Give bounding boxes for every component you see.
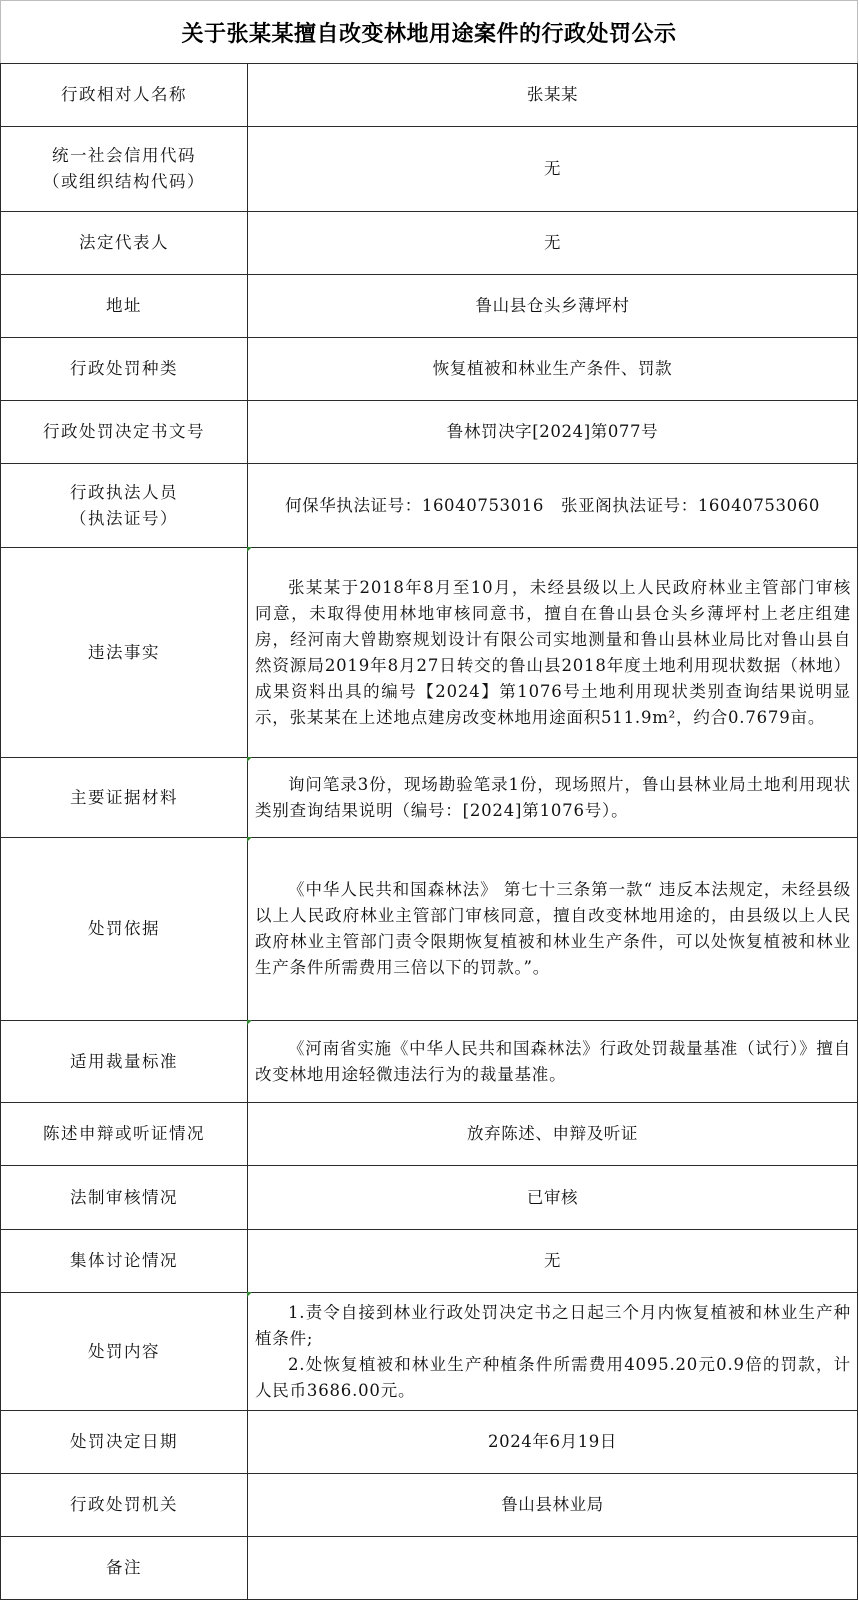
value-text: 放弃陈述、申辩及听证 [467,1124,638,1143]
document-title: 关于张某某擅自改变林地用途案件的行政处罚公示 [181,22,677,47]
row-value [248,1166,858,1230]
table-row [1,275,858,338]
label-text: （执法证号） [70,508,178,528]
label-text: 集体讨论情况 [70,1251,178,1270]
row-label [1,1537,248,1600]
value-line: 1.责令自接到林业行政处罚决定书之日起三个月内恢复植被和林业生产种植条件; [255,1302,851,1348]
table-row [1,1230,858,1293]
table-row [1,1166,858,1230]
row-value [248,1230,858,1293]
table-row [1,838,858,1021]
row-value [248,548,858,758]
table-row [1,464,858,548]
table-row [1,1474,858,1537]
row-label [1,1293,248,1411]
row-label [1,127,248,212]
row-value [248,1537,858,1600]
row-value [248,127,858,212]
title-bar [0,0,858,64]
value-text: 张某某 [526,85,579,104]
table-row [1,212,858,275]
row-value [248,64,858,127]
label-text: 违法事实 [88,642,160,662]
comment-marker [247,547,252,552]
value-text: 询问笔录3份，现场勘验笔录1份，现场照片，鲁山县林业局土地利用现状类别查询结果说明（编号：[2024]第1076号）。 [255,774,851,820]
comment-marker [247,837,252,842]
table-row [1,338,858,401]
row-label [1,64,248,127]
value-text: 已审核 [526,1187,579,1207]
label-text: 处罚决定日期 [70,1432,178,1451]
row-label [1,338,248,401]
row-label [1,212,248,275]
row-label [1,758,248,838]
label-text: 地址 [106,296,142,315]
value-text: 恢复植被和林业生产条件、罚款 [432,359,673,378]
label-text: 行政处罚种类 [70,359,178,378]
row-label [1,464,248,548]
value-text: 无 [543,233,562,252]
row-label [1,275,248,338]
table-row [1,1537,858,1600]
label-text: 统一社会信用代码 [52,146,196,165]
label-text: （或组织结构代码） [43,172,205,191]
table-row [1,401,858,464]
row-label [1,1021,248,1103]
row-value [248,1021,858,1103]
label-text: 处罚内容 [88,1341,160,1361]
row-value [248,212,858,275]
label-text: 行政执法人员 [70,482,178,502]
value-text: 2024年6月19日 [488,1432,617,1451]
row-label [1,401,248,464]
row-value [248,275,858,338]
row-value [248,758,858,838]
value-text: 鲁林罚决字[2024]第077号 [446,422,659,441]
row-value [248,1103,858,1166]
label-text: 处罚依据 [88,919,160,938]
table-row [1,127,858,212]
row-value [248,464,858,548]
label-text: 主要证据材料 [70,787,178,807]
table-row [1,1103,858,1166]
row-value [248,838,858,1021]
table-row [1,758,858,838]
label-text: 法制审核情况 [70,1187,178,1207]
table-row [1,548,858,758]
row-label [1,838,248,1021]
label-text: 适用裁量标准 [70,1051,178,1071]
row-value [248,1474,858,1537]
row-value [248,338,858,401]
label-text: 行政处罚决定书文号 [43,422,205,441]
value-line: 2.处恢复植被和林业生产种植条件所需费用4095.20元0.9倍的罚款，计人民币3686.00元。 [255,1354,851,1400]
row-label [1,548,248,758]
value-text: 《河南省实施《中华人民共和国森林法》行政处罚裁量基准（试行）》擅自改变林地用途轻微违法行为的裁量基准。 [255,1038,851,1084]
row-value [248,1293,858,1411]
row-label [1,1474,248,1537]
table-row [1,64,858,127]
penalty-table [0,63,858,1600]
value-text: 鲁山县仓头乡薄坪村 [475,296,630,315]
row-label [1,1103,248,1166]
label-text: 法定代表人 [79,233,169,252]
row-label [1,1166,248,1230]
row-label [1,1411,248,1474]
table-row [1,1411,858,1474]
table-row [1,1021,858,1103]
label-text: 行政相对人名称 [61,85,187,104]
comment-marker [247,757,252,762]
value-text: 何保华执法证号：16040753016 张亚阁执法证号：16040753060 [285,495,820,515]
row-label [1,1230,248,1293]
comment-marker [247,1292,252,1297]
table-row [1,1293,858,1411]
row-value [248,1411,858,1474]
label-text: 行政处罚机关 [70,1495,178,1514]
row-value [248,401,858,464]
value-text: 无 [543,159,562,178]
value-text: 张某某于2018年8月至10月，未经县级以上人民政府林业主管部门审核同意，未取得使用林地审核同意书，擅自在鲁山县仓头乡薄坪村上老庄组建房，经河南大曾勘察规划设计有限公司实地测量和鲁山县林业局比对鲁山县自然资源局2019年8月27日转交的鲁山县2018年度土地利用现状数据（林地）成果资料出具的编号【2024】第1076号土地利用现状类别查询结果说明显示，张某某在上述地点建房改变林地用途面积511.9m²，约合0.7679亩。 [255,577,851,727]
value-text: 鲁山县林业局 [501,1495,604,1514]
value-text: 无 [543,1251,562,1270]
comment-marker [247,1020,252,1025]
value-text: 《中华人民共和国森林法》 第七十三条第一款“ 违反本法规定，未经县级以上人民政府林业主管部门审核同意，擅自改变林地用途的，由县级以上人民政府林业主管部门责令限期恢复植被和林业生产条件，可以处恢复植被和林业生产条件所需费用三倍以下的罚款。”。 [255,880,851,977]
label-text: 陈述申辩或听证情况 [43,1124,205,1143]
label-text: 备注 [106,1558,142,1577]
